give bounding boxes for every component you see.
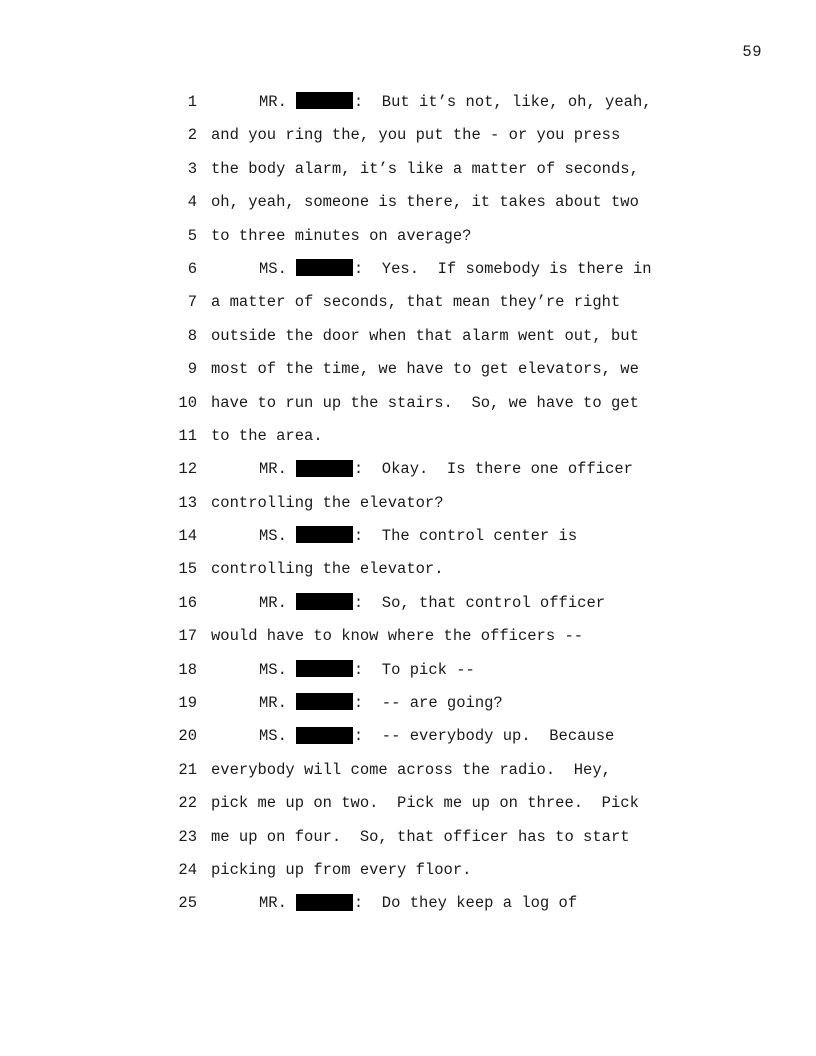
speaker-label: MR. [259, 460, 287, 479]
line-number: 1 [187, 93, 197, 111]
speaker-label: MR. [259, 694, 287, 713]
transcript-line [0, 620, 816, 653]
line-number: 17 [178, 627, 197, 646]
speaker-label: MR. [259, 894, 287, 913]
speaker-line [259, 654, 475, 687]
transcript-line [0, 553, 816, 586]
continuation-text: controlling the elevator. [211, 560, 444, 579]
transcript-line [0, 587, 816, 620]
spoken-text: : -- everybody up. Because [353, 727, 615, 746]
line-number: 19 [178, 694, 197, 713]
continuation-text: everybody will come across the radio. Hey, [211, 760, 611, 779]
speaker-label: MR. [259, 93, 287, 111]
transcript-line [0, 320, 816, 353]
redaction-block [296, 727, 353, 744]
line-number: 23 [178, 827, 197, 846]
transcript-line [0, 420, 816, 453]
speaker-label: MR. [259, 593, 287, 612]
line-number: 13 [178, 493, 197, 512]
line-number: 21 [178, 760, 197, 779]
continuation-text: would have to know where the officers -- [211, 627, 584, 646]
transcript-line [0, 787, 816, 820]
continuation-text: picking up from every floor. [211, 860, 472, 879]
redaction-block [296, 460, 353, 477]
speaker-label: MS. [259, 660, 287, 679]
continuation-text: me up on four. So, that officer has to start [211, 827, 630, 846]
redaction-block [296, 92, 353, 109]
continuation-text: and you ring the, you put the - or you press [211, 126, 621, 145]
line-number: 11 [178, 426, 197, 445]
transcript-line [0, 854, 816, 887]
redaction-block [296, 693, 353, 710]
transcript-line [0, 119, 816, 152]
transcript-line [0, 520, 816, 553]
transcript-line [0, 453, 816, 486]
line-number: 6 [187, 259, 197, 278]
speaker-line [259, 887, 577, 920]
redaction-block [296, 526, 353, 543]
transcript-line [0, 720, 816, 753]
transcript-line [0, 887, 816, 920]
spoken-text: : To pick -- [353, 660, 475, 679]
continuation-text: the body alarm, it’s like a matter of seconds, [211, 159, 639, 178]
continuation-text: pick me up on two. Pick me up on three. Pick [211, 794, 639, 813]
redaction-block [296, 593, 353, 610]
line-number: 3 [187, 159, 197, 178]
redaction-block [296, 894, 353, 911]
transcript-line [0, 286, 816, 319]
line-number: 15 [178, 560, 197, 579]
transcript-line [0, 153, 816, 186]
speaker-line [259, 86, 652, 119]
speaker-label: MS. [259, 527, 287, 546]
transcript-line [0, 754, 816, 787]
line-number: 22 [178, 794, 197, 813]
spoken-text: : But it’s not, like, oh, yeah, [353, 93, 652, 111]
transcript-line [0, 687, 816, 720]
line-number: 20 [178, 727, 197, 746]
line-number: 5 [187, 226, 197, 245]
continuation-text: to the area. [211, 426, 323, 445]
continuation-text: a matter of seconds, that mean they’re right [211, 293, 621, 312]
speaker-line [259, 453, 633, 486]
transcript-line [0, 86, 816, 119]
transcript-line [0, 487, 816, 520]
continuation-text: controlling the elevator? [211, 493, 444, 512]
line-number: 8 [187, 326, 197, 345]
line-number: 12 [178, 460, 197, 479]
line-number: 9 [187, 360, 197, 379]
transcript-line [0, 220, 816, 253]
spoken-text: : -- are going? [353, 694, 503, 713]
transcript-line [0, 353, 816, 386]
spoken-text: : Okay. Is there one officer [353, 460, 633, 479]
line-number: 2 [187, 126, 197, 145]
line-number: 14 [178, 527, 197, 546]
transcript-body [0, 86, 816, 921]
transcript-line [0, 821, 816, 854]
transcript-line [0, 186, 816, 219]
line-number: 7 [187, 293, 197, 312]
transcript-line [0, 654, 816, 687]
page-number: 59 [742, 43, 762, 61]
line-number: 25 [178, 894, 197, 913]
speaker-line [259, 253, 652, 286]
redaction-block [296, 259, 353, 276]
speaker-label: MS. [259, 259, 287, 278]
continuation-text: outside the door when that alarm went out, but [211, 326, 639, 345]
spoken-text: : So, that control officer [353, 593, 606, 612]
continuation-text: oh, yeah, someone is there, it takes about two [211, 193, 639, 212]
redaction-block [296, 660, 353, 677]
line-number: 18 [178, 660, 197, 679]
speaker-line [259, 687, 503, 720]
continuation-text: most of the time, we have to get elevators, we [211, 360, 639, 379]
continuation-text: have to run up the stairs. So, we have to get [211, 393, 639, 412]
spoken-text: : The control center is [353, 527, 578, 546]
spoken-text: : Yes. If somebody is there in [353, 259, 652, 278]
line-number: 16 [178, 593, 197, 612]
speaker-label: MS. [259, 727, 287, 746]
spoken-text: : Do they keep a log of [353, 894, 578, 913]
speaker-line [259, 587, 605, 620]
continuation-text: to three minutes on average? [211, 226, 472, 245]
line-number: 4 [187, 193, 197, 212]
transcript-line [0, 387, 816, 420]
speaker-line [259, 520, 577, 553]
line-number: 24 [178, 860, 197, 879]
transcript-line [0, 253, 816, 286]
line-number: 10 [178, 393, 197, 412]
speaker-line [259, 720, 614, 753]
